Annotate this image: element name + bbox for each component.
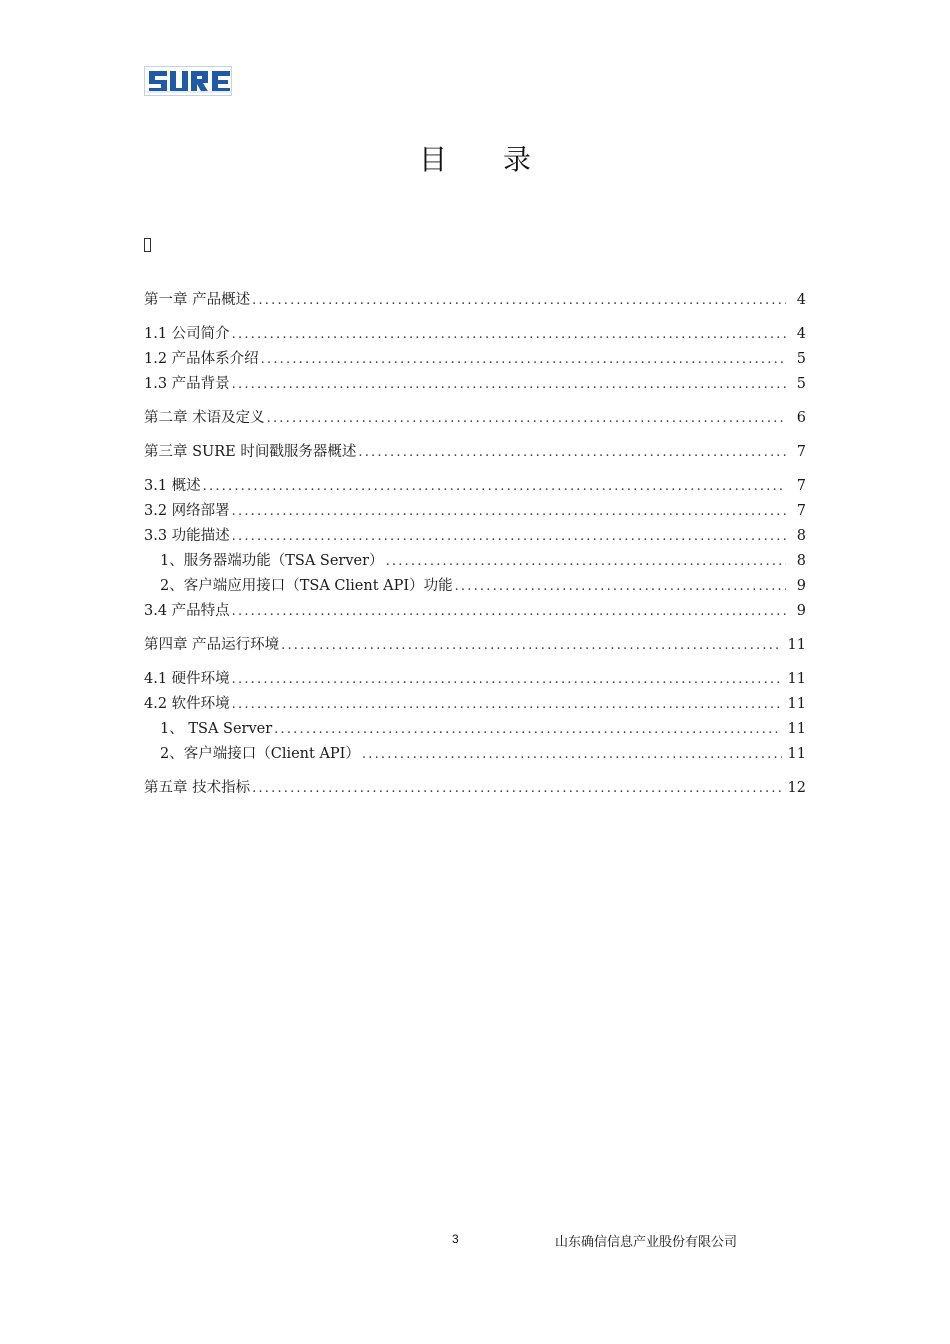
toc-leader — [232, 529, 786, 544]
toc-entry-page: 11 — [787, 746, 806, 762]
sure-logo-mark — [145, 67, 232, 96]
toc-entry[interactable] — [144, 549, 806, 574]
toc-leader — [252, 293, 786, 308]
toc-entry[interactable] — [144, 499, 806, 524]
toc-entry-label: 1.1 公司简介 — [144, 326, 230, 342]
toc-leader — [203, 479, 786, 494]
toc-leader — [362, 747, 782, 762]
toc-entry-label: 2、客户端应用接口（TSA Client API）功能 — [160, 578, 453, 594]
toc-leader — [232, 672, 782, 687]
toc-entry-label: 1.3 产品背景 — [144, 376, 230, 392]
toc-entry-page: 7 — [796, 478, 806, 494]
toc-leader — [261, 352, 786, 367]
toc-entry-page: 8 — [796, 528, 806, 544]
toc-leader — [281, 638, 781, 653]
toc-entry-label: 4.1 硬件环境 — [144, 671, 230, 687]
placeholder-glyph-icon — [144, 238, 151, 252]
toc-entry-page: 5 — [796, 351, 806, 367]
toc-entry-label: 3.2 网络部署 — [144, 503, 230, 519]
toc-entry[interactable] — [144, 742, 806, 767]
toc-leader — [232, 697, 782, 712]
toc-entry-page: 4 — [796, 292, 806, 308]
toc-entry-page: 7 — [796, 444, 806, 460]
toc-entry-page: 5 — [796, 376, 806, 392]
toc-leader — [252, 781, 781, 796]
toc-entry[interactable] — [144, 474, 806, 499]
toc-entry-label: 第五章 技术指标 — [144, 780, 251, 796]
toc-entry[interactable] — [144, 322, 806, 347]
toc-entry-page: 11 — [787, 696, 806, 712]
toc-entry-label: 1、 TSA Server — [160, 721, 273, 737]
toc-entry[interactable] — [144, 633, 806, 658]
toc-leader — [358, 445, 786, 460]
toc-entry-label: 1、服务器端功能（TSA Server） — [160, 553, 384, 569]
footer-company-name: 山东确信信息产业股份有限公司 — [555, 1235, 738, 1250]
toc-entry-label: 3.4 产品特点 — [144, 603, 230, 619]
toc-entry[interactable] — [144, 776, 806, 801]
toc-entry-page: 11 — [787, 671, 806, 687]
toc-leader — [232, 604, 786, 619]
toc-leader — [386, 554, 786, 569]
toc-entry[interactable] — [144, 599, 806, 624]
toc-entry[interactable] — [144, 667, 806, 692]
toc-entry[interactable] — [144, 347, 806, 372]
sure-logo — [144, 66, 232, 96]
toc-entry[interactable] — [144, 372, 806, 397]
toc-entry-label: 第四章 产品运行环境 — [144, 637, 280, 653]
toc-entry[interactable] — [144, 406, 806, 431]
toc-entry-label: 4.2 软件环境 — [144, 696, 230, 712]
toc-entry-page: 11 — [787, 637, 806, 653]
toc-entry-page: 6 — [796, 410, 806, 426]
toc-leader — [274, 722, 781, 737]
toc-entry[interactable] — [144, 440, 806, 465]
toc-entry[interactable] — [144, 524, 806, 549]
toc-leader — [267, 411, 786, 426]
toc-entry-page: 9 — [796, 603, 806, 619]
toc-leader — [232, 377, 786, 392]
toc-entry[interactable] — [144, 692, 806, 717]
toc-entry-label: 第二章 术语及定义 — [144, 410, 265, 426]
toc-entry[interactable] — [144, 288, 806, 313]
toc-entry-label: 2、客户端接口（Client API） — [160, 746, 360, 762]
toc-entry-label: 3.1 概述 — [144, 478, 201, 494]
toc-entry-page: 11 — [787, 721, 806, 737]
toc-entry-page: 7 — [796, 503, 806, 519]
toc-entry-page: 9 — [796, 578, 806, 594]
page-title: 目录 — [418, 143, 587, 176]
toc-entry[interactable] — [144, 717, 806, 742]
toc-leader — [232, 327, 786, 342]
toc-entry-page: 4 — [796, 326, 806, 342]
toc-entry-label: 3.3 功能描述 — [144, 528, 230, 544]
toc-entry-page: 8 — [796, 553, 806, 569]
toc-entry[interactable] — [144, 574, 806, 599]
footer-page-number: 3 — [452, 1232, 459, 1246]
table-of-contents — [144, 288, 806, 801]
toc-leader — [455, 579, 786, 594]
toc-entry-label: 第三章 SURE 时间戳服务器概述 — [144, 444, 357, 460]
toc-entry-label: 1.2 产品体系介绍 — [144, 351, 259, 367]
toc-entry-page: 12 — [787, 780, 806, 796]
toc-entry-label: 第一章 产品概述 — [144, 292, 251, 308]
toc-leader — [232, 504, 786, 519]
